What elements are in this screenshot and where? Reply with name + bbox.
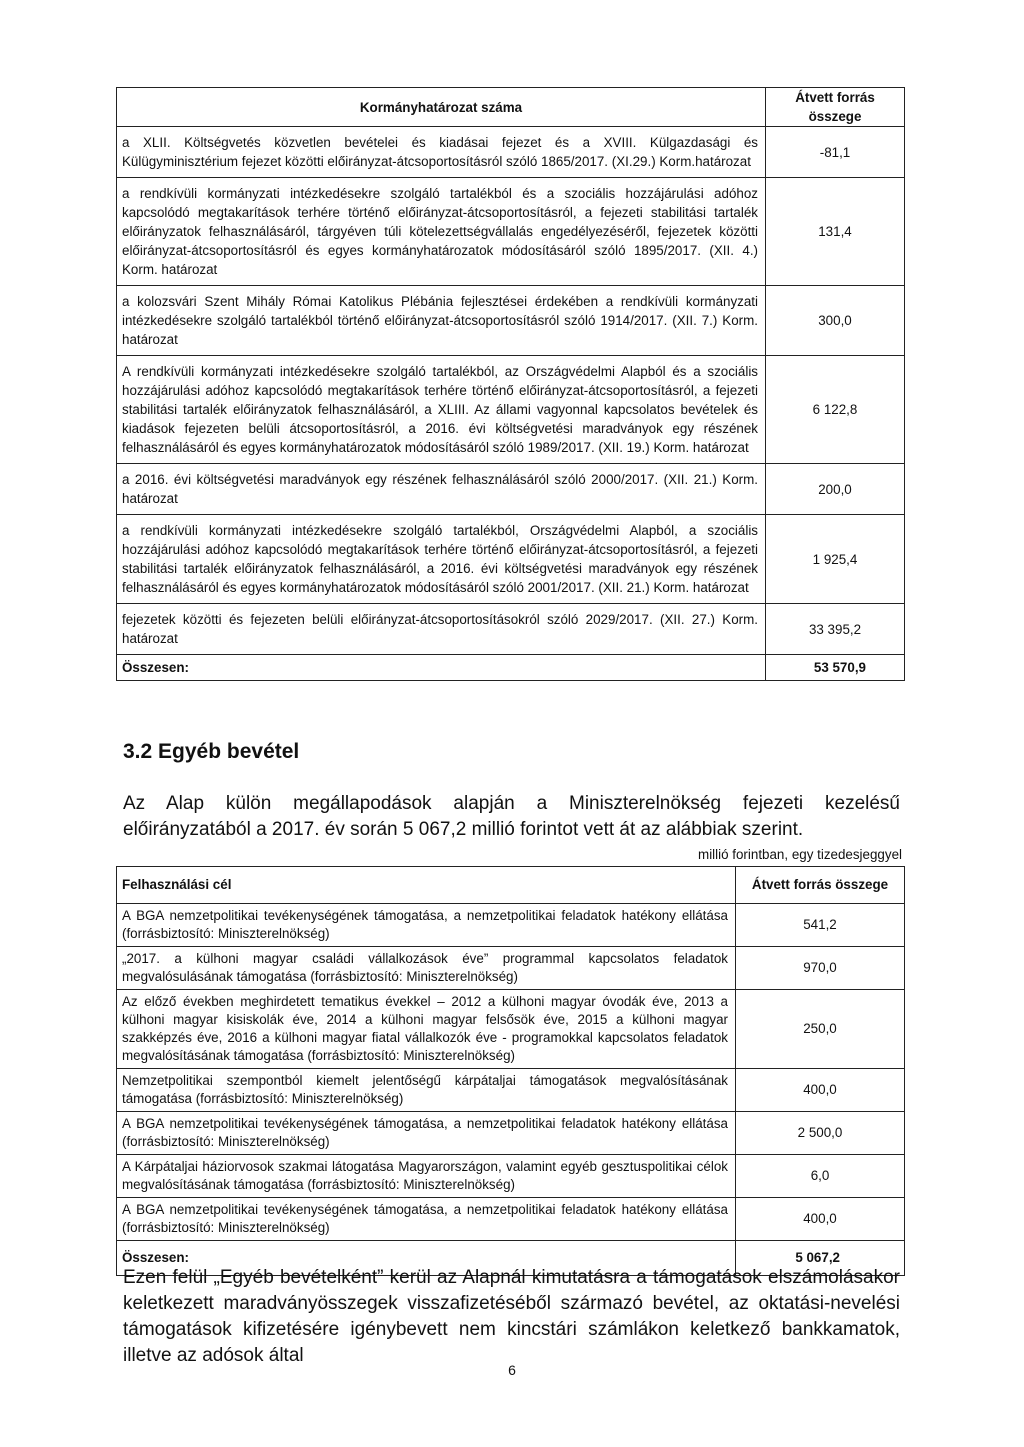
row-description: Nemzetpolitikai szempontból kiemelt jelentőségű kárpátaljai támogatások megvalósításának támogatása (forrásbiztosító: Miniszterelnökség): [117, 1069, 736, 1112]
row-amount: 131,4: [766, 178, 905, 286]
row-description: a rendkívüli kormányzati intézkedésekre szolgáló tartalékból, Országvédelmi Alapból, a szociális hozzájárulási adóhoz kapcsolódó megtakarítások terhére történő előirányzat-átcsoportosításról, a fejezeti stabilitási tartalék előirányzatok felhasználásáról, a 2016. évi költségvetési maradványok egy részének felhasználásáról és egyes kormányhatározatok módosításáról szóló 2001/2017. (XII. 21.) Korm. határozat: [117, 515, 766, 604]
column-header-amount: Átvett forrás összege: [736, 867, 905, 904]
row-amount: 300,0: [766, 286, 905, 356]
table-row: [117, 604, 905, 655]
row-amount: 1 925,4: [766, 515, 905, 604]
intro-paragraph: Az Alap külön megállapodások alapján a Miniszterelnökség fejezeti kezelésű előirányzatából a 2017. év során 5 067,2 millió forintot vett át az alábbiak szerint.: [123, 793, 900, 840]
row-description: „2017. a külhoni magyar családi vállalkozások éve” programmal kapcsolatos feladatok megvalósulásának támogatása (forrásbiztosító: Miniszterelnökség): [117, 947, 736, 990]
table-header-row: [117, 867, 905, 904]
row-amount: 2 500,0: [736, 1112, 905, 1155]
row-amount: 541,2: [736, 904, 905, 947]
row-amount: 400,0: [736, 1069, 905, 1112]
row-description: A Kárpátaljai háziorvosok szakmai látogatása Magyarországon, valamint egyéb gesztuspolitikai célok megvalósításának támogatása (forrásbiztosító: Miniszterelnökség): [117, 1155, 736, 1198]
column-header-amount: Átvett forrás összege: [766, 88, 905, 127]
table-row: [117, 127, 905, 178]
other-income-table: [116, 866, 905, 1276]
table-row: [117, 990, 905, 1069]
row-amount: 200,0: [766, 464, 905, 515]
total-row: [117, 655, 905, 681]
closing-paragraph: Ezen felül „Egyéb bevételként” kerül az Alapnál kimutatásra a támogatások elszámolásakor keletkezett maradványösszegek visszafizetéséből származó bevétel, az oktatási-nevelési támogatások kifizetésére igénybevett nem kincstári számlákon keletkező bankkamatok, illetve az adósok által: [123, 1267, 900, 1366]
row-description: A BGA nemzetpolitikai tevékenységének támogatása, a nemzetpolitikai feladatok hatékony ellátása (forrásbiztosító: Miniszterelnökség): [117, 1112, 736, 1155]
column-header-resolution: Kormányhatározat száma: [117, 88, 766, 127]
total-amount: 5 067,2: [736, 1241, 905, 1276]
row-amount: 6 122,8: [766, 356, 905, 464]
row-amount: -81,1: [766, 127, 905, 178]
unit-note: millió forintban, egy tizedesjeggyel: [698, 847, 902, 862]
table-row: [117, 515, 905, 604]
table-row: [117, 1112, 905, 1155]
row-amount: 400,0: [736, 1198, 905, 1241]
table-row: [117, 1155, 905, 1198]
row-description: a 2016. évi költségvetési maradványok egy részének felhasználásáról szóló 2000/2017. (XII. 21.) Korm. határozat: [117, 464, 766, 515]
row-amount: 33 395,2: [766, 604, 905, 655]
page-number: 6: [508, 1362, 516, 1378]
table-row: [117, 178, 905, 286]
column-header-purpose: Felhasználási cél: [117, 867, 736, 904]
total-label: Összesen:: [117, 655, 766, 681]
table-header-row: [117, 88, 905, 127]
table-row: [117, 286, 905, 356]
row-amount: 6,0: [736, 1155, 905, 1198]
row-amount: 970,0: [736, 947, 905, 990]
table-row: [117, 947, 905, 990]
table-row: [117, 356, 905, 464]
table-row: [117, 464, 905, 515]
section-heading: 3.2 Egyéb bevétel: [123, 740, 300, 763]
row-description: Az előző években meghirdetett tematikus évekkel – 2012 a külhoni magyar óvodák éve, 2013 a külhoni magyar kisiskolák éve, 2014 a külhoni magyar felsősök éve, 2015 a külhoni magyar szakképzés éve, 2016 a külhoni magyar fiatal vállalkozók éve - programokkal kapcsolatos feladatok megvalósításának támogatása (forrásbiztosító: Miniszterelnökség): [117, 990, 736, 1069]
table-row: [117, 904, 905, 947]
row-description: A rendkívüli kormányzati intézkedésekre szolgáló tartalékból, az Országvédelmi Alapból és a szociális hozzájárulási adóhoz kapcsolódó megtakarítások terhére történő előirányzat-átcsoportosításról, a fejezeti stabilitási tartalék előirányzatok felhasználásáról, a XLIII. Az állami vagyonnal kapcsolatos bevételek és kiadások fejezeten belüli átcsoportosításról, a 2016. évi költségvetési maradványok egy részének felhasználásáról és egyes kormányhatározatok módosításáról szóló 1989/2017. (XII. 19.) Korm. határozat: [117, 356, 766, 464]
row-description: a XLII. Költségvetés közvetlen bevételei és kiadásai fejezet és a XVIII. Külgazdasági és Külügyminisztérium fejezet közötti előirányzat-átcsoportosításról szóló 1865/2017. (XI.29.) Korm.határozat: [117, 127, 766, 178]
resolutions-table: [116, 87, 905, 681]
total-label: Összesen:: [117, 1241, 736, 1276]
row-description: fejezetek közötti és fejezeten belüli előirányzat-átcsoportosításokról szóló 2029/2017. (XII. 27.) Korm. határozat: [117, 604, 766, 655]
row-description: A BGA nemzetpolitikai tevékenységének támogatása, a nemzetpolitikai feladatok hatékony ellátása (forrásbiztosító: Miniszterelnökség): [117, 1198, 736, 1241]
table-row: [117, 1069, 905, 1112]
row-description: A BGA nemzetpolitikai tevékenységének támogatása, a nemzetpolitikai feladatok hatékony ellátása (forrásbiztosító: Miniszterelnökség): [117, 904, 736, 947]
row-amount: 250,0: [736, 990, 905, 1069]
row-description: a kolozsvári Szent Mihály Római Katolikus Plébánia fejlesztései érdekében a rendkívüli kormányzati intézkedésekre szolgáló tartalékból történő előirányzat-átcsoportosításról szóló 1914/2017. (XII. 7.) Korm. határozat: [117, 286, 766, 356]
total-amount: 53 570,9: [766, 655, 905, 681]
row-description: a rendkívüli kormányzati intézkedésekre szolgáló tartalékból és a szociális hozzájárulási adóhoz kapcsolódó megtakarítások terhére történő előirányzat-átcsoportosításról, a fejezeti stabilitási tartalék előirányzatok felhasználásáról, tárgyéven túli kötelezettségvállalás engedélyezéséről, fejezetek közötti előirányzat-átcsoportosításról és egyes kormányhatározatok módosításáról szóló 1895/2017. (XII. 4.) Korm. határozat: [117, 178, 766, 286]
table-row: [117, 1198, 905, 1241]
